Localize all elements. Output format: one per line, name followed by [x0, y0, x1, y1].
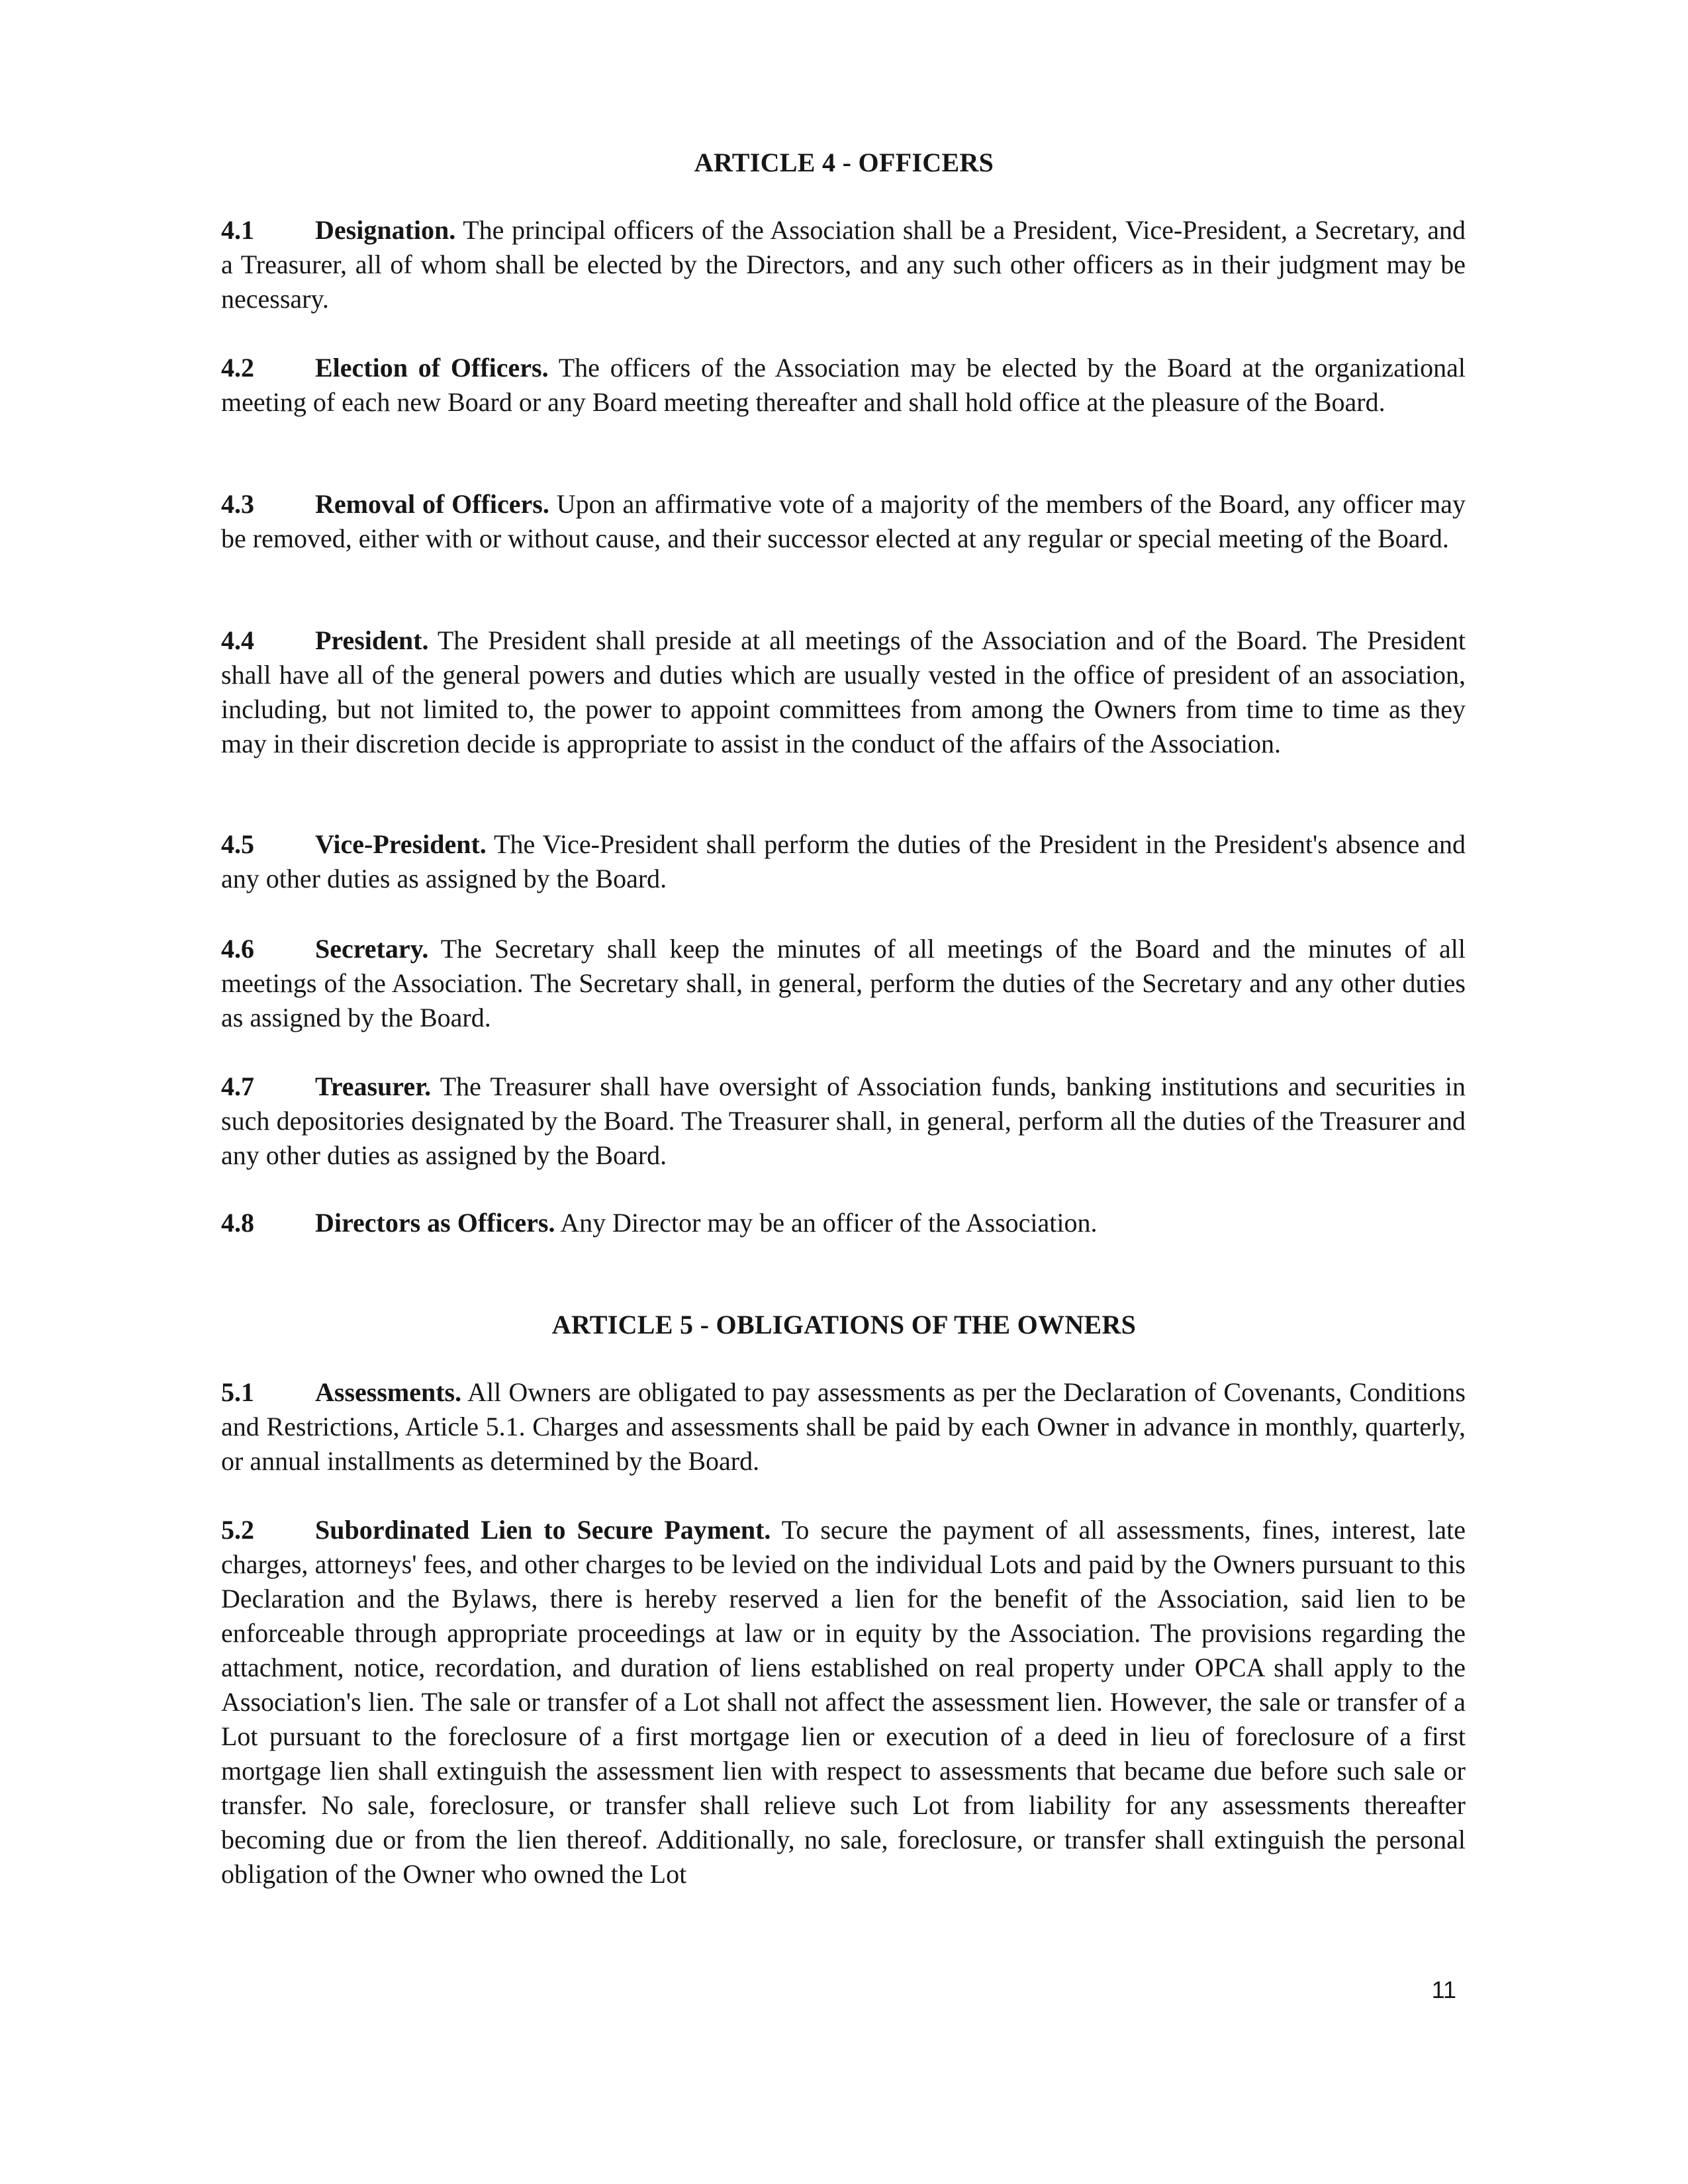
section-title: Removal of Officers. [315, 489, 549, 519]
section-4-2 [221, 351, 1466, 420]
section-text: All Owners are obligated to pay assessments as per the Declaration of Covenants, Conditions and Restrictions, Article 5.1. Charges and assessments shall be paid by each Owner in advance in monthly, quarterly, or annual installments as determined by the Board. [221, 1377, 1466, 1476]
section-text: The Treasurer shall have oversight of Association funds, banking institutions and securities in such depositories designated by the Board. The Treasurer shall, in general, perform all the duties of the Treasurer and any other duties as assigned by the Board. [221, 1071, 1466, 1170]
section-5-1 [221, 1375, 1466, 1479]
section-4-1 [221, 213, 1466, 316]
article-5-heading: ARTICLE 5 - OBLIGATIONS OF THE OWNERS [551, 1310, 1137, 1340]
section-title: President. [315, 625, 429, 655]
section-4-3 [221, 487, 1466, 556]
section-4-6 [221, 932, 1466, 1035]
section-number: 4.6 [221, 934, 254, 964]
section-number: 4.7 [221, 1071, 254, 1101]
section-title: Assessments. [315, 1377, 462, 1407]
section-number: 4.4 [221, 625, 254, 655]
section-5-2 [221, 1513, 1466, 1891]
section-4-8 [221, 1206, 1466, 1240]
section-title: Subordinated Lien to Secure Payment. [315, 1515, 771, 1545]
section-number: 5.2 [221, 1515, 254, 1545]
section-number: 5.1 [221, 1377, 254, 1407]
section-title: Vice-President. [315, 829, 487, 859]
section-4-7 [221, 1069, 1466, 1173]
section-text: The principal officers of the Association shall be a President, Vice-President, a Secretary, and a Treasurer, all of whom shall be elected by the Directors, and any such other officers as in their judgment may be necessary. [221, 215, 1466, 314]
section-title: Designation. [315, 215, 456, 245]
section-title: Secretary. [315, 934, 429, 964]
section-number: 4.2 [221, 353, 254, 383]
section-title: Election of Officers. [315, 353, 549, 383]
section-4-4 [221, 623, 1466, 761]
section-number: 4.1 [221, 215, 254, 245]
section-text: Any Director may be an officer of the Association. [560, 1208, 1098, 1238]
section-number: 4.8 [221, 1208, 254, 1238]
section-text: To secure the payment of all assessments, fines, interest, late charges, attorneys' fees, and other charges to be levied on the individual Lots and paid by the Owners pursuant to this Declaration and the Bylaws, there is hereby reserved a lien for the benefit of the Association, said lien to be enforceable through appropriate proceedings at law or in equity by the Association. The provisions regarding the attachment, notice, recordation, and duration of liens established on real property under OPCA shall apply to the Association's lien. The sale or transfer of a Lot shall not affect the assessment lien. However, the sale or transfer of a Lot pursuant to the foreclosure of a first mortgage lien or execution of a deed in lieu of foreclosure of a first mortgage lien shall extinguish the assessment lien with respect to assessments that became due before such sale or transfer. No sale, foreclosure, or transfer shall relieve such Lot from liability for any assessments thereafter becoming due or from the lien thereof. Additionally, no sale, foreclosure, or transfer shall extinguish the personal obligation of the Owner who owned the Lot [221, 1515, 1466, 1889]
section-text: The officers of the Association may be elected by the Board at the organizational meeting of each new Board or any Board meeting thereafter and shall hold office at the pleasure of the Board. [221, 353, 1466, 417]
section-text: Upon an affirmative vote of a majority of the members of the Board, any officer may be removed, either with or without cause, and their successor elected at any regular or special meeting of the Board. [221, 489, 1466, 553]
page-number: 11 [1431, 1976, 1456, 2003]
section-text: The President shall preside at all meetings of the Association and of the Board. The President shall have all of the general powers and duties which are usually vested in the office of president of an association, including, but not limited to, the power to appoint committees from among the Owners from time to time as they may in their discretion decide is appropriate to assist in the conduct of the affairs of the Association. [221, 625, 1466, 758]
section-title: Directors as Officers. [315, 1208, 555, 1238]
article-4-heading: ARTICLE 4 - OFFICERS [694, 148, 994, 177]
section-text: The Secretary shall keep the minutes of all meetings of the Board and the minutes of all meetings of the Association. The Secretary shall, in general, perform the duties of the Secretary and any other duties as assigned by the Board. [221, 934, 1466, 1032]
section-number: 4.5 [221, 829, 254, 859]
section-title: Treasurer. [315, 1071, 432, 1101]
section-text: The Vice-President shall perform the duties of the President in the President's absence and any other duties as assigned by the Board. [221, 829, 1466, 893]
section-4-5 [221, 827, 1466, 896]
section-number: 4.3 [221, 489, 254, 519]
